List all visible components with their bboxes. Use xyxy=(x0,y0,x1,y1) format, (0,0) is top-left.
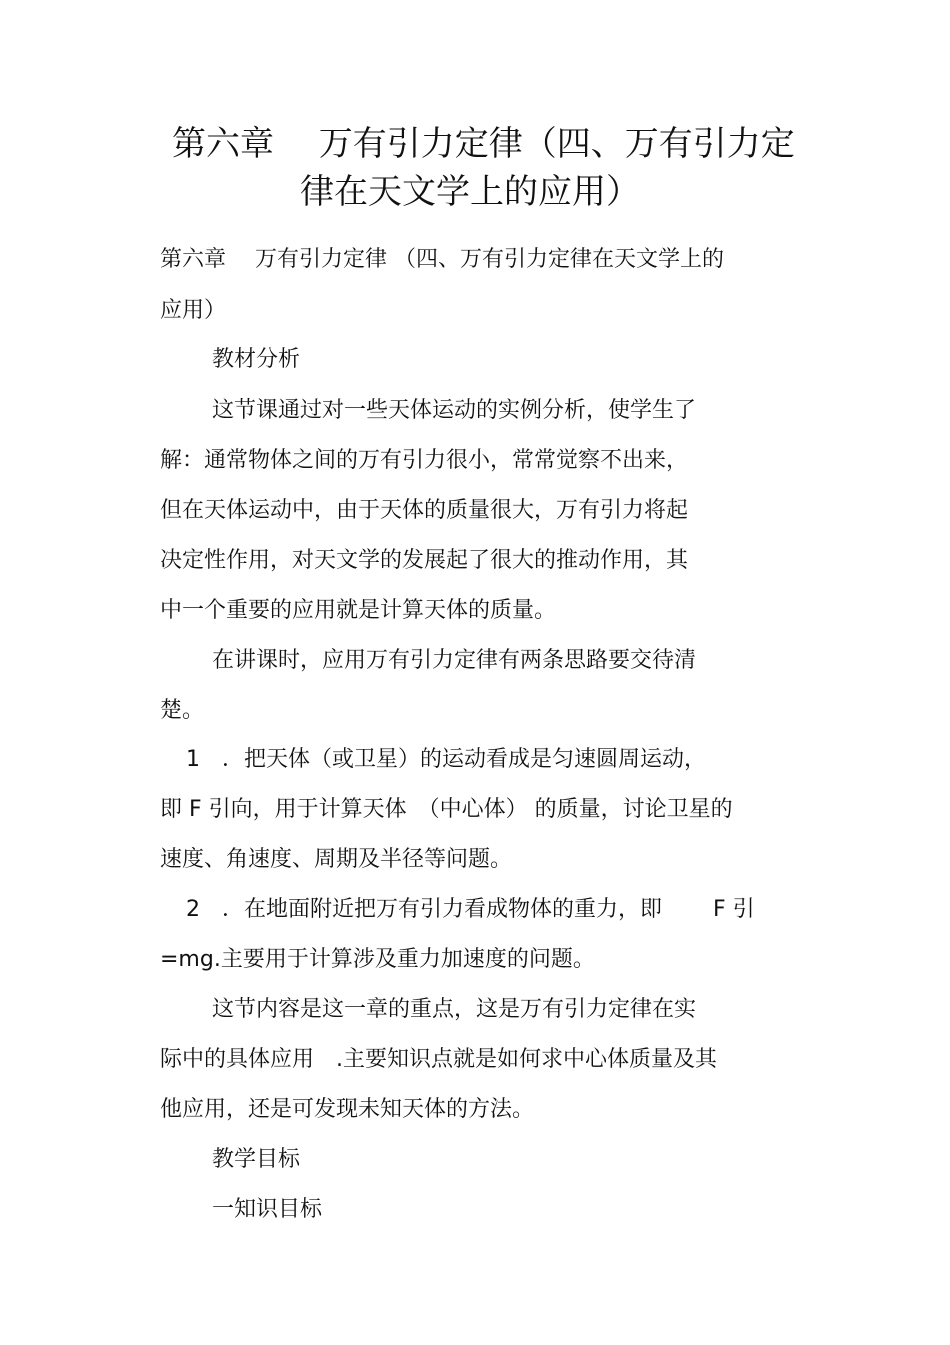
paragraph-line: 这节内容是这一章的重点，这是万有引力定律在实 xyxy=(212,997,697,1022)
section-heading-textbook-analysis: 教材分析 xyxy=(212,347,301,372)
section-heading-teaching-goals: 教学目标 xyxy=(212,1147,301,1172)
paragraph-line: 在讲课时，应用万有引力定律有两条思路要交待清 xyxy=(212,648,697,673)
list-item-2: 2 ．在地面附近把万有引力看成物体的重力，即 F 引 xyxy=(186,897,755,922)
paragraph-line: 但在天体运动中，由于天体的质量很大，万有引力将起 xyxy=(160,498,689,523)
list-item-1: 1 ．把天体（或卫星）的运动看成是匀速圆周运动， xyxy=(186,747,706,772)
paragraph-line: 解：通常物体之间的万有引力很小，常常觉察不出来， xyxy=(160,448,689,473)
paragraph-line: 中一个重要的应用就是计算天体的质量。 xyxy=(160,598,557,623)
document-title-line-1: 第六章 万有引力定律（四、万有引力定 xyxy=(172,124,795,164)
subtitle-line-1: 第六章 万有引力定律 （四、万有引力定律在天文学上的 xyxy=(160,247,724,272)
paragraph-line: 决定性作用，对天文学的发展起了很大的推动作用，其 xyxy=(160,548,689,573)
paragraph-line: 际中的具体应用 .主要知识点就是如何求中心体质量及其 xyxy=(160,1047,717,1072)
paragraph-line: 楚。 xyxy=(160,698,205,723)
paragraph-line: =mg.主要用于计算涉及重力加速度的问题。 xyxy=(160,947,595,972)
paragraph-line: 这节课通过对一些天体运动的实例分析，使学生了 xyxy=(212,398,697,423)
paragraph-line: 他应用，还是可发现未知天体的方法。 xyxy=(160,1097,535,1122)
subtitle-line-2: 应用） xyxy=(160,298,227,323)
section-heading-knowledge-goals: 一知识目标 xyxy=(212,1197,323,1222)
paragraph-line: 即 F 引向，用于计算天体 （中心体） 的质量，讨论卫星的 xyxy=(160,797,733,822)
paragraph-line: 速度、角速度、周期及半径等问题。 xyxy=(160,847,513,872)
document-title-line-2: 律在天文学上的应用） xyxy=(300,172,640,212)
